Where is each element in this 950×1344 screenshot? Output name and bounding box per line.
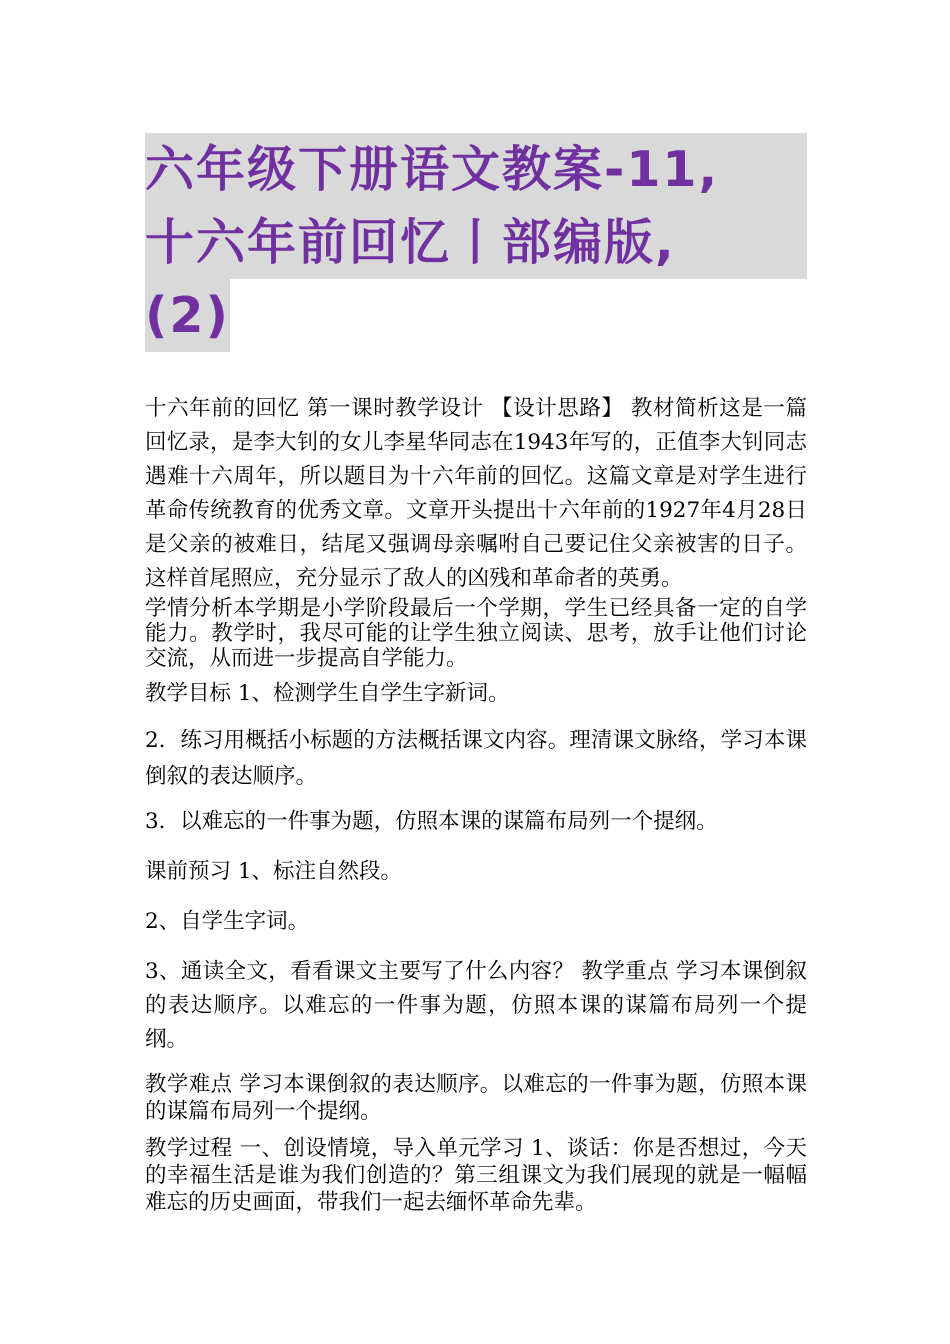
paragraph-difficulty: 教学难点 学习本课倒叙的表达顺序。以难忘的一件事为题，仿照本课的谋篇布局列一个提纲。 xyxy=(145,1072,807,1124)
paragraph-student-analysis: 学情分析本学期是小学阶段最后一个学期，学生已经具备一定的自学能力。教学时，我尽可能的让学生独立阅读、思考，放手让他们讨论交流，从而进一步提高自学能力。 xyxy=(145,596,807,671)
paragraph-teaching-goal-1: 教学目标 1、检测学生自学生字新词。 xyxy=(145,681,510,706)
paragraph-teaching-goal-3: 3．以难忘的一件事为题，仿照本课的谋篇布局列一个提纲。 xyxy=(145,809,718,834)
paragraph-preview-1: 课前预习 1、标注自然段。 xyxy=(145,859,403,884)
title-line-2: 十六年前回忆丨部编版, xyxy=(145,206,807,279)
document-title xyxy=(145,133,807,372)
title-line-1: 六年级下册语文教案-11, xyxy=(145,133,807,206)
paragraph-design-overview: 十六年前的回忆 第一课时教学设计 【设计思路】 教材简析这是一篇回忆录，是李大钊的女儿李星华同志在1943年写的，正值李大钊同志遇难十六周年，所以题目为十六年前的回忆。这篇文章是对学生进行革命传统教育的优秀文章。文章开头提出十六年前的1927年4月28日是父亲的被难日，结尾又强调母亲嘱咐自己要记住父亲被害的日子。这样首尾照应，充分显示了敌人的凶残和革命者的英勇。 xyxy=(145,396,807,591)
title-line-3: (2) xyxy=(145,279,230,352)
paragraph-preview-2: 2、自学生字词。 xyxy=(145,909,310,934)
paragraph-process: 教学过程 一、创设情境，导入单元学习 1、谈话：你是否想过，今天的幸福生活是谁为我们创造的？第三组课文为我们展现的就是一幅幅难忘的历史画面，带我们一起去缅怀革命先辈。 xyxy=(145,1136,807,1215)
document-body xyxy=(145,392,807,1216)
paragraph-preview-3: 3、通读全文，看看课文主要写了什么内容？ 教学重点 学习本课倒叙的表达顺序。以难忘的一件事为题，仿照本课的谋篇布局列一个提纲。 xyxy=(145,959,807,1052)
paragraph-teaching-goal-2: 2．练习用概括小标题的方法概括课文内容。理清课文脉络，学习本课倒叙的表达顺序。 xyxy=(145,728,807,789)
